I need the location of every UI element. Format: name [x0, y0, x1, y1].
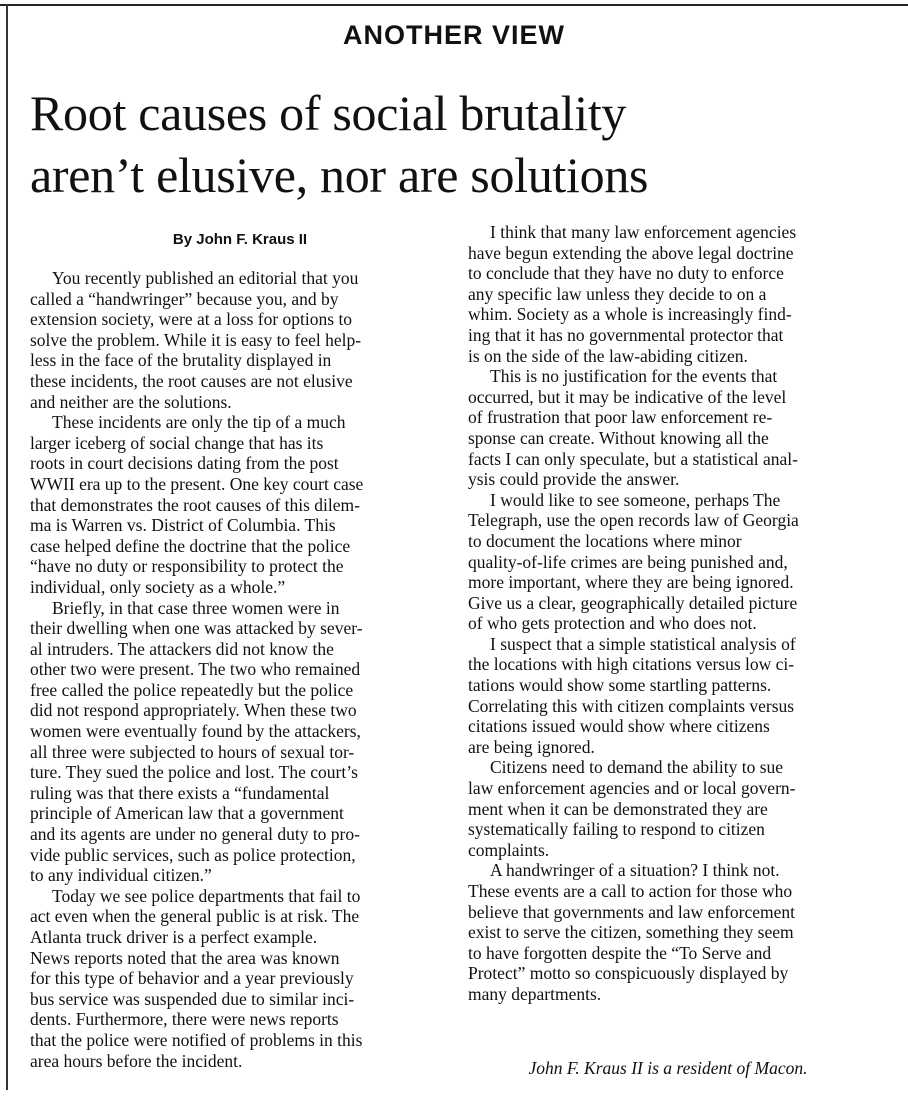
- section-kicker: ANOTHER VIEW: [342, 20, 565, 50]
- article-paragraph: [468, 222, 888, 366]
- text-line: solve the problem. While it is easy to feel help-: [30, 329, 362, 350]
- text-line: these incidents, the root causes are not elusive: [30, 370, 353, 391]
- headline: [30, 82, 890, 206]
- text-line: ture. They sued the police and lost. The court’s: [30, 762, 358, 783]
- text-line: to conclude that they have no duty to enforce: [468, 263, 784, 284]
- text-line: act even when the general public is at risk. The: [30, 906, 360, 927]
- text-line: to document the locations where minor: [468, 530, 742, 551]
- text-line: any specific law unless they decide to on a: [468, 283, 767, 304]
- article-paragraph: [468, 860, 888, 1004]
- text-line: “have no duty or responsibility to protect the: [30, 556, 344, 577]
- text-line: dents. Furthermore, there were news reports: [30, 1009, 339, 1030]
- headline-line: Root causes of social brutality: [30, 85, 627, 141]
- text-line: the locations with high citations versus low ci-: [468, 654, 795, 675]
- text-line: and neither are the solutions.: [30, 391, 232, 412]
- article-paragraph: [30, 598, 450, 886]
- text-line: ing that it has no governmental protector that: [468, 324, 784, 345]
- text-line: of frustration that poor law enforcement re-: [468, 407, 773, 428]
- text-line: women were eventually found by the attackers,: [30, 721, 361, 742]
- text-line: all three were subjected to hours of sexual tor-: [30, 741, 355, 762]
- text-line: al intruders. The attackers did not know the: [30, 638, 334, 659]
- text-line: This is no justification for the events that: [490, 366, 778, 387]
- text-line: I think that many law enforcement agencies: [490, 222, 797, 242]
- headline-line: aren’t elusive, nor are solutions: [30, 147, 649, 203]
- text-line: free called the police repeatedly but the police: [30, 679, 354, 700]
- text-line: did not respond appropriately. When these two: [30, 700, 357, 721]
- text-line: more important, where they are being ignored.: [468, 572, 794, 593]
- text-line: Today we see police departments that fail to: [52, 885, 361, 906]
- text-line: other two were present. The two who remained: [30, 659, 361, 680]
- text-line: exist to serve the citizen, something they seem: [468, 922, 794, 943]
- text-line: many departments.: [468, 983, 602, 1004]
- text-line: that the police were notified of problems in this: [30, 1029, 363, 1050]
- article-paragraph: [30, 268, 450, 412]
- article-paragraph: [468, 634, 888, 758]
- text-line: ruling was that there exists a “fundamental: [30, 782, 330, 803]
- text-line: individual, only society as a whole.”: [30, 576, 286, 597]
- text-line: principle of American law that a government: [30, 803, 344, 824]
- article-paragraph: [468, 757, 888, 860]
- text-line: less in the face of the brutality displayed in: [30, 350, 332, 371]
- text-line: facts I can only speculate, but a statistical anal-: [468, 448, 798, 469]
- text-line: These incidents are only the tip of a much: [52, 412, 346, 433]
- article-paragraph: [468, 366, 888, 490]
- text-line: Give us a clear, geographically detailed picture: [468, 592, 798, 613]
- text-line: whim. Society as a whole is increasingly find-: [468, 304, 792, 325]
- text-line: citations issued would show where citizens: [468, 716, 770, 737]
- text-line: area hours before the incident.: [30, 1050, 243, 1071]
- author-note: John F. Kraus II is a resident of Macon.: [528, 1058, 808, 1078]
- text-line: ma is Warren vs. District of Columbia. This: [30, 515, 336, 536]
- article-paragraph: [30, 412, 450, 597]
- text-line: Atlanta truck driver is a perfect example.: [30, 927, 318, 947]
- text-line: is on the side of the law-abiding citizen.: [468, 345, 748, 366]
- column-rule: [6, 4, 8, 1090]
- text-line: occurred, but it may be indicative of the level: [468, 386, 787, 407]
- text-line: sponse can create. Without knowing all the: [468, 427, 769, 448]
- text-line: extension society, were at a loss for options to: [30, 309, 353, 330]
- text-line: larger iceberg of social change that has its: [30, 432, 324, 453]
- text-line: systematically failing to respond to citizen: [468, 819, 765, 840]
- text-line: believe that governments and law enforcement: [468, 901, 796, 922]
- article-column-left: [30, 268, 450, 1071]
- top-rule: [0, 4, 908, 6]
- text-line: roots in court decisions dating from the post: [30, 453, 339, 474]
- byline: By John F. Kraus II: [172, 231, 308, 248]
- text-line: of who gets protection and who does not.: [468, 613, 757, 634]
- text-line: A handwringer of a situation? I think not.: [490, 860, 780, 881]
- text-line: ysis could provide the answer.: [468, 469, 680, 490]
- text-line: have begun extending the above legal doctrine: [468, 242, 794, 263]
- text-line: called a “handwringer” because you, and by: [30, 288, 339, 309]
- text-line: case helped define the doctrine that the police: [30, 535, 351, 556]
- text-line: ment when it can be demonstrated they are: [468, 798, 768, 819]
- text-line: bus service was suspended due to similar inci-: [30, 988, 355, 1009]
- text-line: that demonstrates the root causes of this dilem-: [30, 494, 360, 515]
- text-line: Telegraph, use the open records law of Georgia: [468, 510, 799, 531]
- text-line: I would like to see someone, perhaps The: [490, 489, 781, 510]
- article-column-right: [468, 222, 888, 1005]
- text-line: complaints.: [468, 839, 550, 860]
- text-line: are being ignored.: [468, 736, 595, 757]
- text-line: WWII era up to the present. One key court case: [30, 473, 364, 494]
- text-line: News reports noted that the area was known: [30, 947, 340, 968]
- text-line: vide public services, such as police protection,: [30, 844, 356, 865]
- text-line: Citizens need to demand the ability to sue: [490, 757, 784, 778]
- text-line: tations would show some startling patterns.: [468, 675, 772, 696]
- text-line: and its agents are under no general duty to pro-: [30, 824, 360, 845]
- article-paragraph: [468, 490, 888, 634]
- text-line: Protect” motto so conspicuously displayed by: [468, 963, 789, 984]
- text-line: to have forgotten despite the “To Serve and: [468, 942, 772, 963]
- article-paragraph: [30, 886, 450, 1071]
- text-line: law enforcement agencies and or local govern-: [468, 778, 796, 799]
- text-line: quality-of-life crimes are being punished and,: [468, 551, 788, 572]
- text-line: These events are a call to action for those who: [468, 881, 793, 901]
- text-line: I suspect that a simple statistical analysis of: [490, 633, 796, 654]
- text-line: Briefly, in that case three women were in: [52, 597, 340, 618]
- text-line: Correlating this with citizen complaints versus: [468, 695, 795, 716]
- text-line: their dwelling when one was attacked by sever-: [30, 618, 363, 639]
- text-line: to any individual citizen.”: [30, 865, 212, 886]
- text-line: for this type of behavior and a year previously: [30, 968, 354, 989]
- text-line: You recently published an editorial that you: [52, 268, 359, 288]
